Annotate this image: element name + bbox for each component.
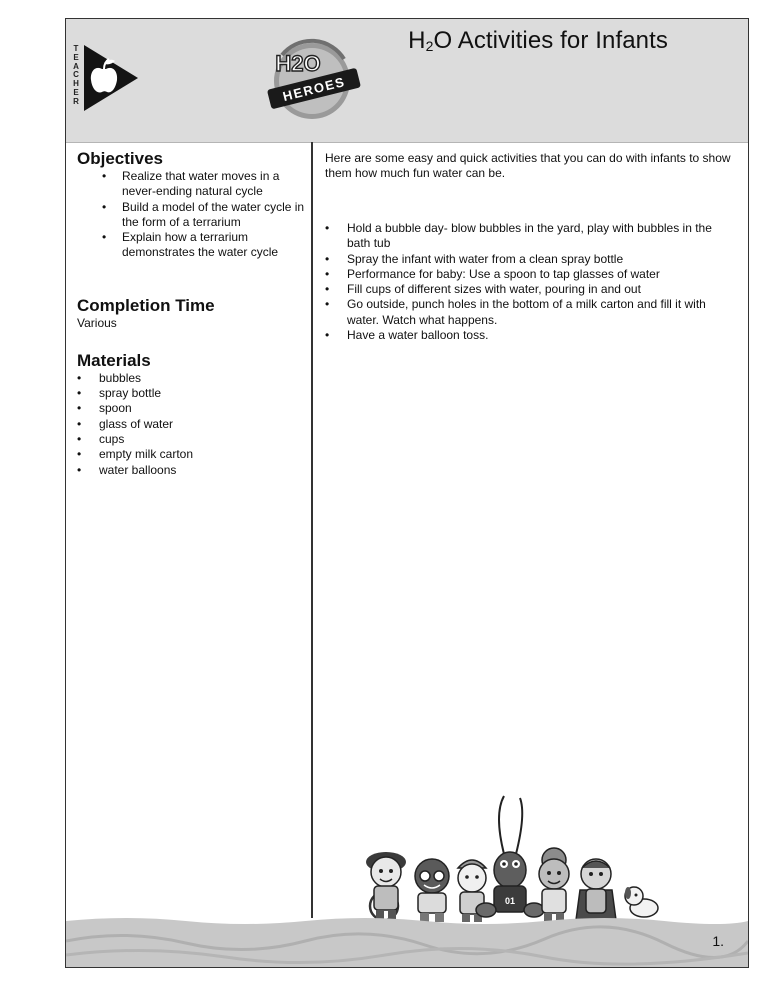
completion-time-heading: Completion Time [77,295,215,315]
teacher-badge [72,45,134,111]
page-title: $H_2O$ Activities for Infants [408,27,668,54]
character-caped-kid [576,859,616,920]
logo-heroes-text: HEROES [281,73,347,105]
character-glasses-kid [415,859,449,922]
teacher-letter: H [73,79,79,89]
activities-intro: Here are some easy and quick activities that you can do with infants to show them how much fun water can be. [325,151,731,180]
completion-time-value: Various [77,315,117,330]
column-divider [311,142,313,918]
activity-item: • Performance for baby: Use a spoon to tap glasses of water [325,266,660,281]
bullet-icon: • [325,282,330,297]
material-item: • spoon [77,401,132,416]
character-wheelchair-girl [366,852,406,920]
material-item: • spray bottle [77,386,162,401]
materials-list [77,371,305,478]
teacher-letter: E [73,87,79,97]
activities-list [325,221,735,343]
objective-item: • Realize that water moves in a never-ending natural cycle [102,169,280,199]
teacher-letter: C [73,70,79,80]
teacher-letter: E [73,52,79,62]
activities-column [325,151,735,343]
activity-item: • Go outside, punch holes in the bottom of a milk carton and fill it with water. Watch what happens. [325,297,706,327]
bullet-icon: • [325,297,330,312]
objectives-list [77,169,305,261]
bullet-icon: • [325,251,330,266]
h2o-heroes-characters-illustration [354,794,674,924]
material-item: • glass of water [77,416,174,431]
teacher-letter: A [73,61,79,71]
bullet-icon: • [102,230,107,245]
materials-heading: Materials [77,350,151,370]
character-lobster-mascot [476,796,544,917]
worksheet-page [65,18,749,968]
character-curly-kid [539,848,569,922]
bullet-icon: • [77,447,82,462]
bullet-icon: • [77,462,82,477]
teacher-letter: T [73,44,79,53]
objectives-heading: Objectives [77,149,163,168]
activity-item: • Fill cups of different sizes with water, pouring in and out [325,282,641,297]
material-item: • water balloons [77,462,177,477]
bullet-icon: • [77,416,82,431]
bullet-icon: • [77,431,82,446]
material-item: • empty milk carton [77,447,194,462]
teacher-letter: R [73,96,79,106]
apple-triangle-icon [82,45,138,111]
material-item: • cups [77,431,125,446]
bullet-icon: • [77,401,82,416]
logo-h2o-text: H2O [275,51,321,76]
teacher-vertical-label [72,45,80,107]
bullet-icon: • [325,266,330,281]
activity-item: • Have a water balloon toss. [325,328,489,343]
activity-item: • Spray the infant with water from a clean spray bottle [325,251,624,266]
bullet-icon: • [77,370,82,385]
mascot-jersey-number: 01 [504,896,516,906]
h2o-heroes-logo [252,37,364,123]
material-item: • bubbles [77,370,142,385]
character-dog [625,887,658,917]
bullet-icon: • [102,169,107,183]
activity-item: • Hold a bubble day- blow bubbles in the yard, play with bubbles in the bath tub [325,221,712,251]
bullet-icon: • [77,386,82,401]
objective-item: • Build a model of the water cycle in the form of a terrarium [102,199,305,229]
bullet-icon: • [102,199,107,214]
footer-wave-decoration [66,915,748,967]
left-sidebar [77,149,305,478]
page-number: 1. [712,933,724,949]
header-band [66,19,748,143]
bullet-icon: • [325,221,330,235]
bullet-icon: • [325,328,330,343]
objective-item: • Explain how a terrarium demonstrates the water cycle [102,230,279,260]
